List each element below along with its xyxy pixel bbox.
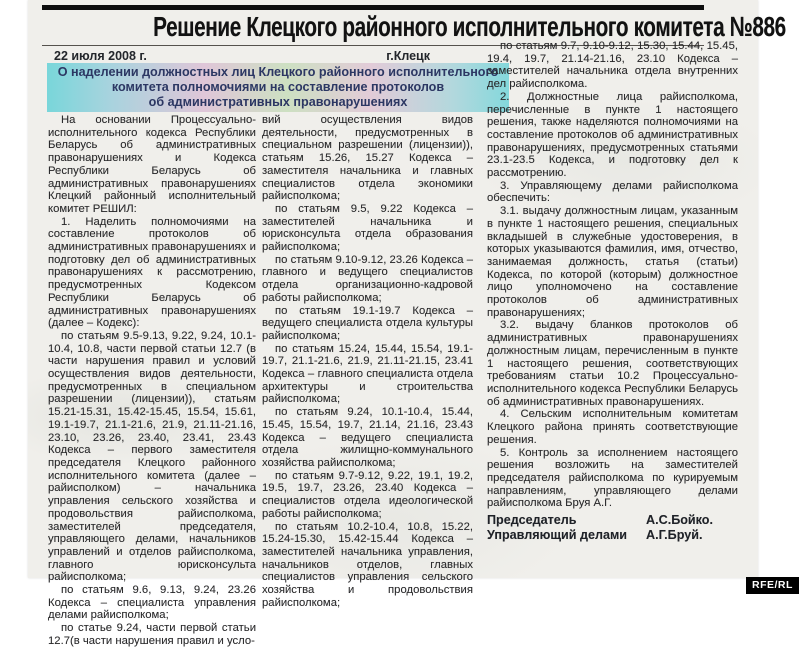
paragraph: 5. Контроль за исполнением настоящего решения возложить на заместителей председателя райисполкома по курируемым направлениям, управляющего делами райисполкома Бруя А.Г. — [487, 446, 738, 510]
signature-row — [487, 513, 738, 528]
paragraph: по статьям 9.5, 9.22 Кодекса – заместителей начальника и юрисконсульта отдела образования райисполкома; — [262, 202, 473, 254]
signature-role: Управляющий делами — [487, 527, 628, 542]
text-column-1 — [48, 114, 256, 648]
paragraph: 1. Наделить полномочиями на составление протоколов об административных правонарушениях и подготовку дел об административных правонарушениях к рассмотрению, предусмотренных Кодексом Республики Беларусь об административных правонарушениях (далее – Кодекс): — [48, 215, 256, 330]
page-title: Решение Клецкого районного исполнительного комитета №886 — [153, 11, 786, 42]
signature-row — [487, 528, 738, 543]
paragraph: по статьям 15.24, 15.44, 15.54, 19.1-19.7, 21.1-21.6, 21.9, 21.11-21.15, 23.41 Кодекса – главного специалиста отдела архитектуры и строительства райисполкома; — [262, 342, 473, 406]
paragraph: по статьям 9.5-9.13, 9.22, 9.24, 10.1-10.4, 10.8, части первой статьи 12.7 (в части нарушения правил и условий осуществления видов деятельности, предусмотренных в специальном разрешении (лицензии)), статьям 15.21-15.31, 15.42-15.45, 15.54, 15.61, 19.1-19.7, 21.1-21.6, 21.9, 21.11-21.16, 23.10, 23.26, 23.40, 23.41, 23.43 Кодекса – первого заместителя председателя Клецкого районного исполнительного комитета (далее – райисполком) – начальника управления сельского хозяйства и продовольствия райисполкома, заместителей председателя, управляющего делами, начальников управлений и отделов райисполкома, главного юрисконсульта райисполкома; — [48, 329, 256, 584]
paragraph: по статьям 10.2-10.4, 10.8, 15.22, 15.24-15.30, 15.42-15.44 Кодекса – заместителей начальника управления, начальников отделов, главных специалистов управления сельского хозяйства и продовольствия райисполкома; — [262, 520, 473, 609]
paragraph: по статьям 9.10-9.12, 23.26 Кодекса – главного и ведущего специалистов отдела организационно-кадровой работы райисполкома; — [262, 253, 473, 304]
signature-block — [487, 513, 738, 542]
paragraph: по статьям 9.6, 9.13, 9.24, 23.26 Кодекса – специалиста управления делами райисполкома; — [48, 584, 256, 622]
paragraph: по статьям 19.1-19.7 Кодекса – ведущего специалиста отдела культуры райисполкома; — [262, 304, 473, 342]
paragraph: по статье 9.24, части первой статьи 12.7(в части нарушения правил и усло- — [48, 622, 256, 647]
paragraph: 3.1. выдачу должностным лицам, указанным в пункте 1 настоящего решения, специальных вкладышей в служебные удостоверения, в которых указываются фамилия, имя, отчество, занимаемая должность, статья (статьи) Кодекса, по которой (которым) должностное лицо уполномочено на составление протоколов об административных правонарушениях; — [487, 205, 738, 319]
paragraph: На основании Процессуально-исполнительного кодекса Республики Беларусь об административных правонарушениях и Кодекса Республики Беларусь об административных правонарушениях Клецкий районный исполнительный комитет РЕШИЛ: — [48, 114, 256, 215]
rferl-watermark-logo: RFE/RL — [746, 577, 799, 594]
paragraph: 3.2. выдачу бланков протоколов об административных правонарушениях должностным лицам, перечисленным в пункте 1 настоящего решения, соответствующих требованиям статьи 10.2 Процессуально-исполнительного кодекса Республики Беларусь об административных правонарушениях. — [487, 319, 738, 408]
subject-highlight-box — [47, 63, 509, 112]
paragraph: 3. Управляющему делами райисполкома обеспечить: — [487, 179, 738, 205]
text-column-2 — [262, 114, 473, 609]
paragraph-continuation: вий осуществления видов деятельности, предусмотренных в специальном разрешении (лицензии)), статьям 15.26, 15.27 Кодекса – заместителя начальника и главных специалистов отдела экономики райисполкома; — [262, 114, 473, 203]
paragraph: по статьям 9.24, 10.1-10.4, 15.44, 15.45, 15.54, 19.7, 21.14, 21.16, 23.43 Кодекса – ведущего специалиста отдела жилищно-коммунального хозяйства райисполкома; — [262, 406, 473, 469]
paragraph: по статьям 9.7, 9.10-9.12, 15.30, 15.44, 15.45, 19.4, 19.7, 21.14-21.16, 23.10 Кодекса – заместителей начальника отдела внутренних дел райисполкома. — [487, 40, 738, 91]
dateline — [54, 49, 430, 63]
paragraph: 4. Сельским исполнительным комитетам Клецкого района принять соответствующие решения. — [487, 408, 738, 446]
subject-line-1: О наделении должностных лиц Клецкого районного исполнительного — [57, 65, 499, 79]
decision-place: г.Клецк — [386, 49, 430, 63]
subject-line-3: об административных правонарушениях — [148, 95, 408, 110]
paragraph: 2. Должностные лица райисполкома, перечисленные в пункте 1 настоящего решения, также наделяются полномочиями на составление протоколов об административных правонарушениях, предусмотренных статьями 23.1-23.5 Кодекса, и подготовку дел к рассмотрению. — [487, 90, 738, 180]
text-column-3 — [487, 40, 738, 542]
signature-name: А.Г.Бруй. — [646, 527, 703, 542]
decision-date: 22 июля 2008 г. — [54, 49, 147, 63]
signature-role: Председатель — [487, 513, 577, 528]
subject-line-2: комитета полномочиями на составление протоколов — [111, 80, 445, 95]
signature-name: А.С.Бойко. — [646, 513, 714, 528]
paragraph: по статьям 9.7-9.12, 9.22, 19.1, 19.2, 19.5, 19.7, 23.26, 23.40 Кодекса – специалистов отдела идеологической работы райисполкома; — [262, 469, 473, 520]
